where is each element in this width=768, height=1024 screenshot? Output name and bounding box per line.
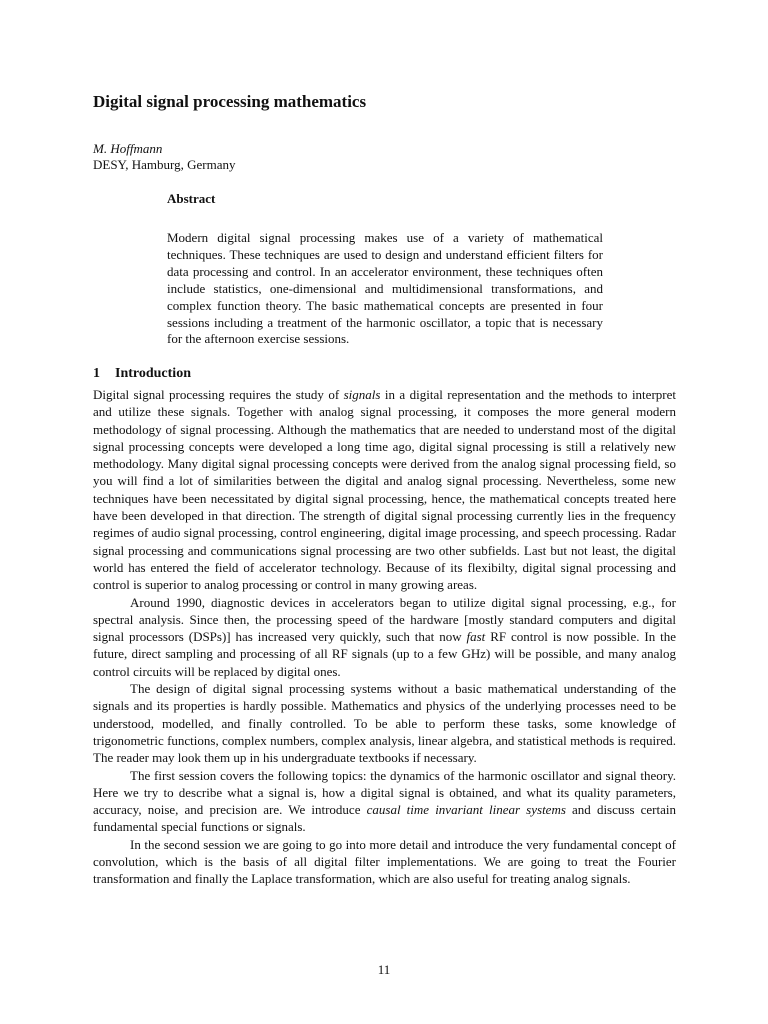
emphasis-fast: fast [466, 629, 486, 645]
section-number: 1 [93, 366, 100, 381]
paragraph-4-text-a: The first session covers the following topics: the dynamics of the harmonic oscillator and signal theory. Here we try to describe what a signal is, how a digital signal is obtained, and what its quality parameters, accuracy, noise, and precision are. We introduce [93, 767, 676, 818]
paragraph-1-text-a: Digital signal processing requires the study of [93, 387, 344, 402]
paragraph-1 [93, 386, 676, 594]
paper-title: Digital signal processing mathematics [93, 92, 367, 111]
section-heading [93, 366, 191, 382]
paragraph-4 [93, 767, 676, 836]
author-affiliation: DESY, Hamburg, Germany [93, 157, 236, 172]
page-number: 11 [377, 962, 391, 977]
section-title: Introduction [115, 366, 191, 381]
paragraph-2-text-b: RF control is now possible. In the future, direct sampling and processing of all RF signals (up to a few GHz) will be possible, and many analog control circuits will be replaced by digital ones. [93, 629, 676, 679]
abstract-text: Modern digital signal processing makes use of a variety of mathematical techniques. These techniques are used to design and understand efficient filters for data processing and control. In an accelerator environment, these techniques often include statistics, one-dimensional and multidimensional transformations, and complex function theory. The basic mathematical concepts are presented in four sessions including a treatment of the harmonic oscillator, a topic that is necessary for the afternoon exercise sessions. [167, 230, 603, 347]
paragraph-2 [93, 594, 676, 680]
paragraph-4-text-b: and discuss certain fundamental special functions or signals. [93, 802, 676, 835]
paragraph-1-text-b: in a digital representation and the methods to interpret and utilize these signals. Together with analog signal processing, it composes the more general modern methodology of signal processing. Although the mathematics that are needed to understand most of the digital signal processing concepts were developed a long time ago, digital signal processing is still a relatively new methodology. Many digital signal processing concepts were derived from the analog signal processing field, so you will find a lot of similarities between the digital and analog signal processing. Nevertheless, some new techniques have been necessitated by digital signal processing, hence, the mathematical concepts treated here have been developed in that direction. The strength of digital signal processing currently lies in the frequency regimes of audio signal processing, control engineering, digital image processing, and speech processing. Radar signal processing and communications signal processing are two other subfields. Last but not least, the digital world has entered the field of accelerator technology. Because of its flexibilty, digital signal processing and control is superior to analog processing or control in many growing areas. [93, 387, 676, 593]
paragraph-5: In the second session we are going to go into more detail and introduce the very fundamental concept of convolution, which is the basis of all digital filter implementations. We are going to treat the Fourier transformation and finally the Laplace transformation, which are also useful for treating analog signals. [93, 836, 676, 887]
abstract-heading: Abstract [167, 191, 216, 206]
paragraph-3: The design of digital signal processing systems without a basic mathematical understanding of the signals and its properties is hardly possible. Mathematics and physics of the underlying processes need to be understood, modelled, and finally controlled. To be able to perform these tasks, some knowledge of trigonometric functions, complex numbers, complex analysis, linear algebra, and statistical methods is required. The reader may look them up in his undergraduate textbooks if necessary. [93, 681, 676, 766]
emphasis-signals: signals [343, 387, 381, 402]
emphasis-causal-systems: causal time invariant linear systems [366, 802, 566, 818]
paragraph-2-text-a: Around 1990, diagnostic devices in accelerators began to utilize digital signal processing, e.g., for spectral analysis. Since then, the processing speed of the hardware [mostly standard computers and digital signal processors (DSPs)] has increased very quickly, such that now [93, 594, 676, 645]
author-name: M. Hoffmann [93, 141, 163, 156]
section-body [93, 386, 676, 888]
